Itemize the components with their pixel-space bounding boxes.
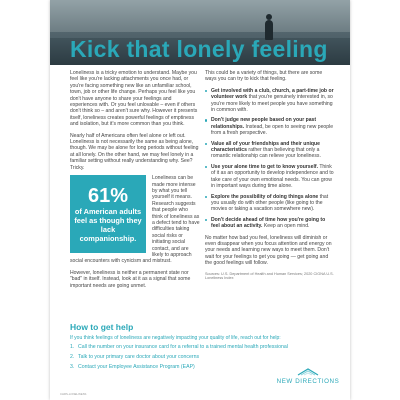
right-intro: This could be a variety of things, but there are some ways you can try to kick that feeling. [205,70,323,83]
help-step-number: 2. [70,354,75,360]
footer-code: CHRS-LONELINESS [60,392,87,396]
tips-list [205,88,335,230]
tip-item [205,88,335,114]
tip-item [205,217,335,230]
right-closing: No matter how bad you feel, loneliness will diminish or even disappear when you focus attention and energy on your needs and learning new ways to meet them. Don't wait for your feelings to get you going — get going and the good feelings will follow. [205,234,332,267]
callout-wrap [70,133,200,265]
help-step [70,344,310,350]
help-intro: If you think feelings of loneliness are negatively impacting your quality of life, reach out for help: [70,335,281,341]
logo-wordmark: NEW DIRECTIONS [276,378,340,385]
left-paragraph-3: Loneliness can be made more intense by what you tell yourself it means. Research suggests that people who think of loneliness as a defect tend to have difficulties taking social risks or initiating social contact, and are likely to approach social encounters with cynicism and mistrust. [70,175,200,265]
tip-bold: Get involved with a club, church, a part-time job or volunteer work [211,87,334,101]
tip-bold: Don't decide ahead of time how you're going to feel about an activity. [211,216,326,230]
tip-bold: Explore the possibility of doing things alone [211,193,319,200]
tip-bold: Value all of your friendships and their unique characteristics [211,140,320,154]
bullet-icon [205,166,207,168]
help-step [70,364,310,370]
help-steps [70,344,310,370]
left-paragraph-2-text: Nearly half of Americans often feel alone or left out. Loneliness is not necessarily the same as being alone, though. We may be alone for long periods without feeling at all lonely. On the other hand, we may feel lonely in a familiar setting without really understanding why. See? Tricky. [70,132,199,171]
help-step-number: 3. [70,364,75,370]
flyer-sheet [50,0,350,400]
sources-note: Sources: U.S. Department of Health and Human Services; 2020 CIGNA U.S. Loneliness Index [205,271,334,281]
page-title: Kick that lonely feeling [70,36,328,62]
hero-sky [50,0,350,32]
new-directions-logo [275,366,341,388]
left-paragraph-2 [70,133,200,171]
stat-value: 61% [87,185,129,208]
stat-callout [70,175,146,253]
bullet-icon [205,143,207,145]
tip-text: that you're genuinely interested in, so you're more likely to meet people you have something in common with. [211,94,333,114]
tip-text: rather than believing that only a romantic relationship can relieve your loneliness. [211,147,321,160]
stat-text: of American adults feel as though they lack companionship. [74,207,142,244]
help-heading: How to get help [70,322,134,332]
rising-chevrons-logo-icon [297,366,319,376]
help-step [70,354,310,360]
bullet-icon [205,90,207,92]
tip-text: Keep an open mind. [262,223,310,230]
left-paragraph-1: Loneliness is a tricky emotion to understand. Maybe you feel like you're lacking attachments you once had, or you're facing something new like an unfamiliar school, town, job or other life change. Perhaps you feel like you don't have anyone to share your feelings and experiences with. Or you feel unlovable – even if others don't think so – and aren't sure why. However it presents itself, loneliness creates powerful feelings of emptiness and isolation, but it's more common than you think. [70,70,198,128]
tip-item [205,141,335,160]
left-paragraph-4: However, loneliness is neither a permanent state nor "bad" in itself. Instead, look at it as a signal that some important needs are going unmet. [70,269,191,289]
tip-item [205,164,335,190]
bullet-icon [205,219,207,221]
tip-text: that you usually do with other people (like going to the movies or taking a vacation somewhere new). [211,193,329,213]
help-step-text: Call the number on your insurance card for a referral to a trained mental health professional [78,344,288,350]
tip-text: Instead, be open to seeing new people from a fresh perspective. [211,123,334,137]
help-step-text: Contact your Employee Assistance Program (EAP) [78,364,195,370]
tip-item [205,117,335,136]
help-section [70,322,310,374]
bullet-icon [205,196,207,198]
help-step-number: 1. [70,344,75,350]
right-column [205,70,335,286]
tip-text: Think of it as an opportunity to develop independence and to take care of your own emotional needs. You can grow in important ways during time alone. [211,163,334,190]
tip-item [205,194,335,213]
tip-bold: Don't judge new people based on your past relationships. [211,117,317,130]
bullet-icon [205,119,207,121]
tip-bold: Use your alone time to get to know yourself. [211,163,318,170]
left-column [70,70,200,294]
help-step-text: Talk to your primary care doctor about your concerns [78,354,200,360]
